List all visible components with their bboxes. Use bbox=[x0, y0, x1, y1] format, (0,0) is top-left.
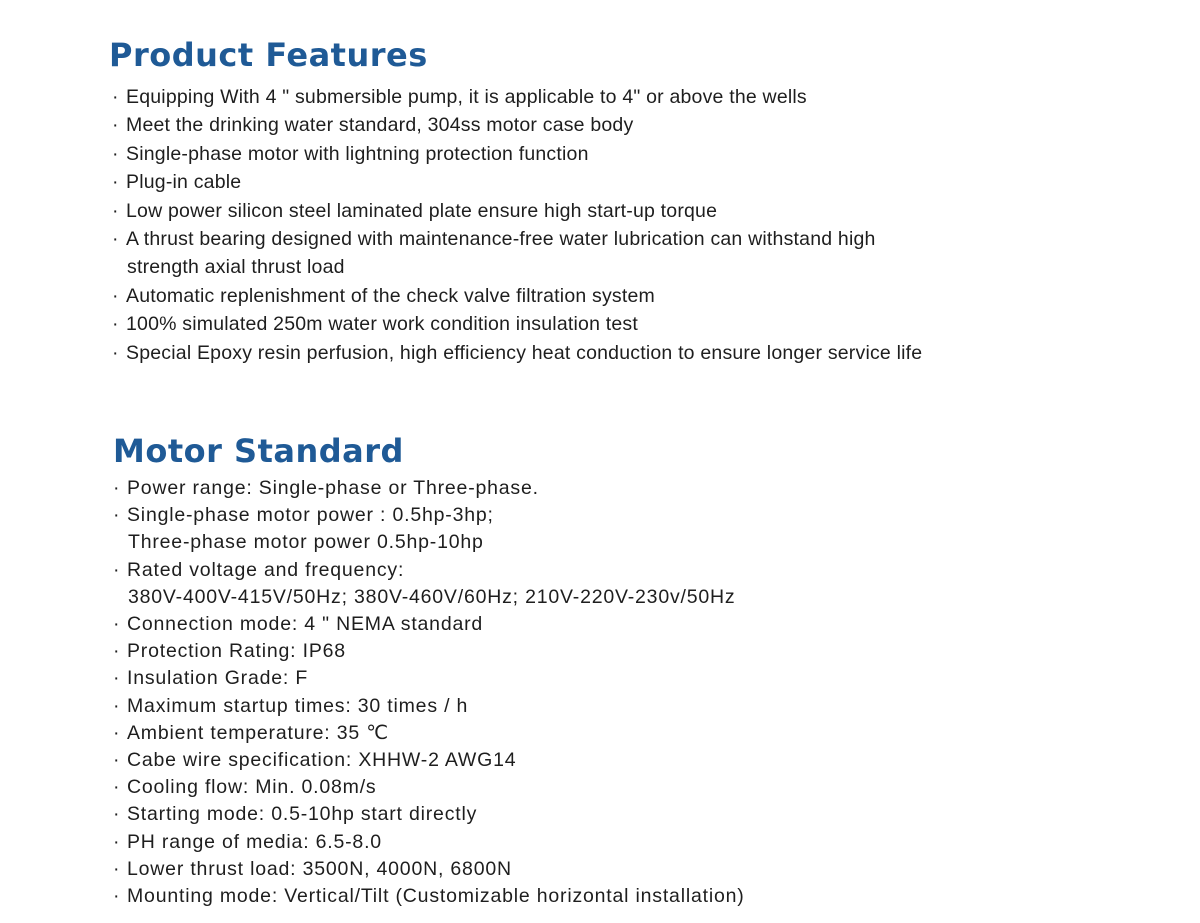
feature-text: Special Epoxy resin perfusion, high efficiency heat conduction to ensure longer service life bbox=[126, 341, 923, 364]
spec-item bbox=[113, 502, 1113, 556]
spec-text: Cabe wire specification: XHHW-2 AWG14 bbox=[127, 749, 517, 772]
bullet: · bbox=[113, 776, 121, 799]
spec-text: Starting mode: 0.5-10hp start directly bbox=[127, 803, 478, 826]
bullet: · bbox=[112, 171, 119, 194]
spec-text: Rated voltage and frequency: bbox=[127, 558, 405, 581]
spec-text: Maximum startup times: 30 times / h bbox=[127, 694, 469, 717]
bullet: · bbox=[113, 667, 121, 690]
feature-text: 100% simulated 250m water work condition insulation test bbox=[126, 313, 638, 336]
feature-item bbox=[112, 83, 1112, 111]
bullet: · bbox=[112, 341, 119, 364]
spec-text: Lower thrust load: 3500N, 4000N, 6800N bbox=[127, 857, 512, 880]
spec-item bbox=[113, 829, 1113, 856]
spec-text: Insulation Grade: F bbox=[127, 667, 309, 690]
spec-item bbox=[113, 665, 1113, 692]
spec-text: Connection mode: 4 " NEMA standard bbox=[127, 613, 484, 636]
bullet: · bbox=[113, 694, 121, 717]
bullet: · bbox=[113, 504, 121, 527]
bullet: · bbox=[112, 228, 119, 251]
feature-text: Meet the drinking water standard, 304ss motor case body bbox=[126, 114, 634, 137]
bullet: · bbox=[112, 142, 119, 165]
motor-standard-heading: Motor Standard bbox=[113, 432, 404, 470]
bullet: · bbox=[112, 284, 119, 307]
spec-item bbox=[113, 611, 1113, 638]
spec-item bbox=[113, 801, 1113, 828]
spec-text: PH range of media: 6.5-8.0 bbox=[127, 830, 382, 853]
feature-text: A thrust bearing designed with maintenance-free water lubrication can withstand high bbox=[126, 228, 876, 251]
product-features-heading: Product Features bbox=[109, 36, 428, 74]
motor-standard-list bbox=[113, 475, 1113, 910]
bullet: · bbox=[113, 885, 121, 908]
feature-item bbox=[112, 310, 1112, 338]
feature-text: Automatic replenishment of the check valve filtration system bbox=[126, 284, 655, 307]
feature-item bbox=[112, 282, 1112, 310]
spec-text: Protection Rating: IP68 bbox=[127, 640, 346, 663]
bullet: · bbox=[113, 477, 121, 499]
bullet: · bbox=[113, 613, 121, 636]
feature-item bbox=[112, 111, 1112, 139]
spec-text: Power range: Single-phase or Three-phase. bbox=[127, 477, 539, 499]
bullet: · bbox=[113, 830, 121, 853]
bullet: · bbox=[113, 721, 121, 744]
spec-text-continuation: Three-phase motor power 0.5hp-10hp bbox=[128, 531, 484, 554]
spec-text: Single-phase motor power : 0.5hp-3hp; bbox=[127, 504, 494, 527]
bullet: · bbox=[112, 313, 119, 336]
spec-item bbox=[113, 638, 1113, 665]
spec-item bbox=[113, 856, 1113, 883]
spec-text: Cooling flow: Min. 0.08m/s bbox=[127, 776, 377, 799]
spec-text: Ambient temperature: 35 ℃ bbox=[127, 721, 389, 744]
spec-item bbox=[113, 720, 1113, 747]
feature-text: Equipping With 4 " submersible pump, it is applicable to 4" or above the wells bbox=[126, 86, 807, 108]
spec-text-continuation: 380V-400V-415V/50Hz; 380V-460V/60Hz; 210V-220V-230v/50Hz bbox=[128, 585, 736, 608]
spec-item bbox=[113, 883, 1113, 910]
spec-item bbox=[113, 774, 1113, 801]
feature-item bbox=[112, 225, 1112, 282]
bullet: · bbox=[112, 114, 119, 137]
feature-item bbox=[112, 140, 1112, 168]
bullet: · bbox=[113, 749, 121, 772]
bullet: · bbox=[113, 558, 121, 581]
spec-item bbox=[113, 693, 1113, 720]
bullet: · bbox=[113, 803, 121, 826]
product-features-list bbox=[112, 83, 1112, 367]
feature-item bbox=[112, 168, 1112, 196]
feature-item bbox=[112, 197, 1112, 225]
bullet: · bbox=[113, 640, 121, 663]
bullet: · bbox=[112, 86, 119, 108]
feature-text: Low power silicon steel laminated plate ensure high start-up torque bbox=[126, 199, 718, 222]
spec-item bbox=[113, 557, 1113, 611]
spec-item bbox=[113, 747, 1113, 774]
feature-text: Single-phase motor with lightning protection function bbox=[126, 142, 589, 165]
feature-text-continuation: strength axial thrust load bbox=[127, 256, 345, 279]
feature-item bbox=[112, 339, 1112, 367]
spec-item bbox=[113, 475, 1113, 502]
bullet: · bbox=[112, 199, 119, 222]
spec-text: Mounting mode: Vertical/Tilt (Customizable horizontal installation) bbox=[127, 885, 745, 908]
bullet: · bbox=[113, 857, 121, 880]
feature-text: Plug-in cable bbox=[126, 171, 242, 194]
